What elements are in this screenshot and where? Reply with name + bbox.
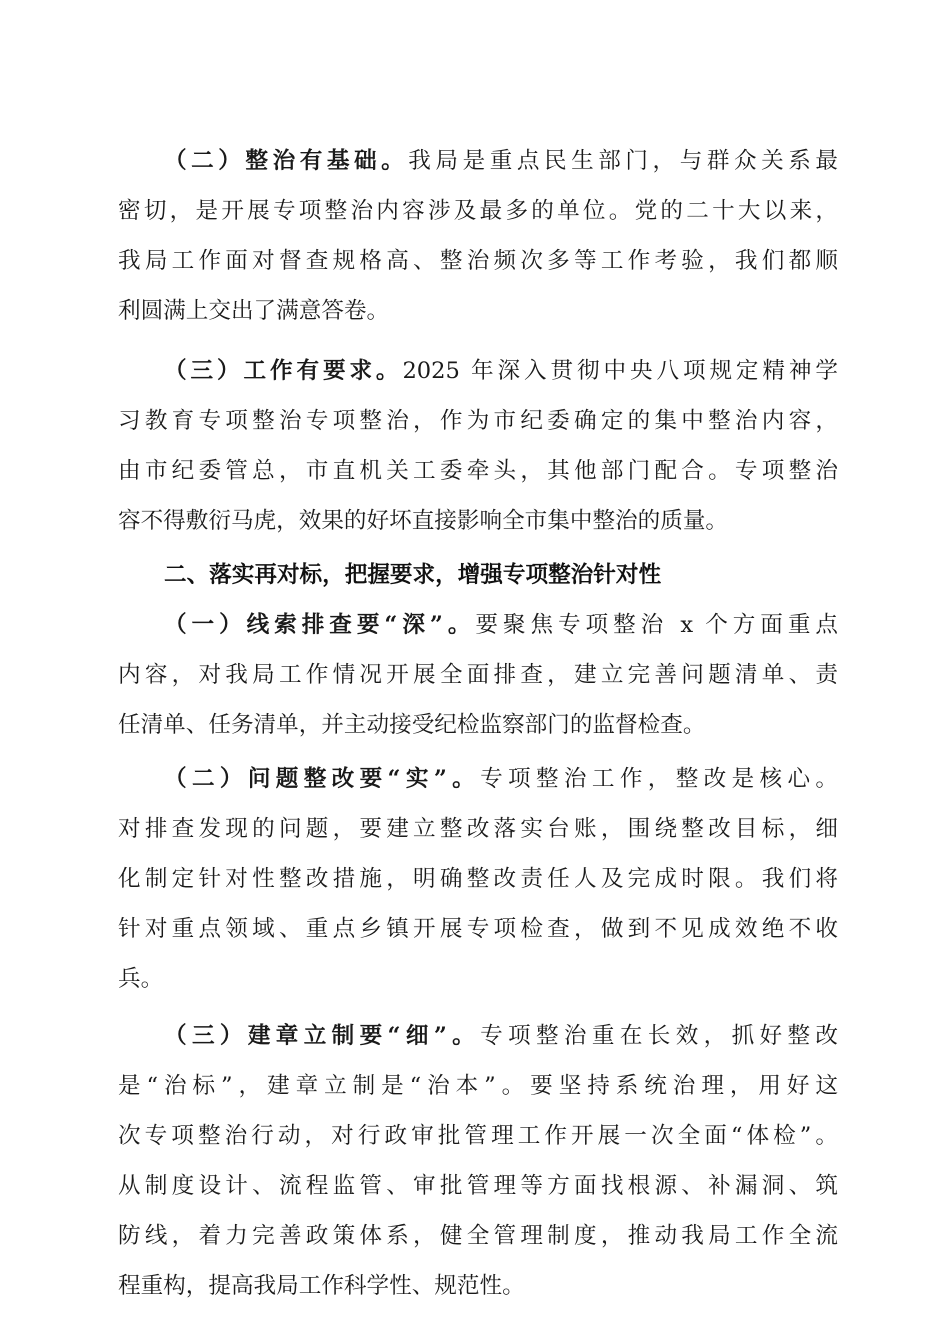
- paragraph-line: [164, 609, 838, 641]
- paragraph-line: 从制度设计、流程监管、审批管理等方面找根源、补漏洞、筑: [118, 1173, 838, 1199]
- paragraph-text: 2025 年深入贯彻中央八项规定精神学: [402, 358, 839, 384]
- paragraph-line: 习教育专项整治专项整治，作为市纪委确定的集中整治内容，: [118, 408, 838, 434]
- paragraph-line: [164, 763, 838, 795]
- paragraph-line: 密切，是开展专项整治内容涉及最多的单位。党的二十大以来，: [118, 198, 838, 224]
- paragraph-line: 内容，对我局工作情况开展全面排查，建立完善问题清单、责: [118, 662, 838, 688]
- paragraph-line: 是“治标”，建章立制是“治本”。要坚持系统治理，用好这: [118, 1073, 838, 1099]
- paragraph-lead: （三）建章立制要“细”。: [164, 1023, 481, 1049]
- paragraph-lead: （三）工作有要求。: [164, 358, 403, 384]
- paragraph-line: 由市纪委管总，市直机关工委牵头，其他部门配合。专项整治: [118, 458, 838, 484]
- paragraph-line: 利圆满上交出了满意答卷。: [118, 298, 390, 324]
- paragraph-line: 化制定针对性整改措施，明确整改责任人及完成时限。我们将: [118, 866, 838, 892]
- paragraph-line: 对排查发现的问题，要建立整改落实台账，围绕整改目标，细: [118, 816, 838, 842]
- paragraph-line: 兵。: [118, 966, 164, 992]
- paragraph-line: [164, 1020, 838, 1052]
- section-heading: 二、落实再对标，把握要求，增强专项整治针对性: [164, 562, 662, 588]
- paragraph-line: 任清单、任务清单，并主动接受纪检监察部门的监督检查。: [118, 712, 706, 738]
- paragraph-lead: （二）整治有基础。: [164, 148, 409, 174]
- paragraph-lead: （二）问题整改要“实”。: [164, 766, 481, 792]
- paragraph-text: 专项整治重在长效，抓好整改: [480, 1023, 838, 1049]
- paragraph-line: [164, 145, 838, 177]
- paragraph-line: [164, 355, 838, 387]
- paragraph-text: 专项整治工作，整改是核心。: [480, 766, 838, 792]
- paragraph-text: 要聚焦专项整治 x 个方面重点: [475, 612, 838, 638]
- paragraph-line: 次专项整治行动，对行政审批管理工作开展一次全面“体检”。: [118, 1123, 838, 1149]
- paragraph-line: 针对重点领域、重点乡镇开展专项检查，做到不见成效绝不收: [118, 916, 838, 942]
- paragraph-line: 程重构，提高我局工作科学性、规范性。: [118, 1273, 525, 1299]
- paragraph-line: 防线，着力完善政策体系，健全管理制度，推动我局工作全流: [118, 1223, 838, 1249]
- paragraph-line: 我局工作面对督查规格高、整治频次多等工作考验，我们都顺: [118, 248, 838, 274]
- paragraph-line: 容不得敷衍马虎，效果的好坏直接影响全市集中整治的质量。: [118, 508, 729, 534]
- paragraph-lead: （一）线索排查要“深”。: [164, 612, 476, 638]
- paragraph-text: 我局是重点民生部门，与群众关系最: [408, 148, 839, 174]
